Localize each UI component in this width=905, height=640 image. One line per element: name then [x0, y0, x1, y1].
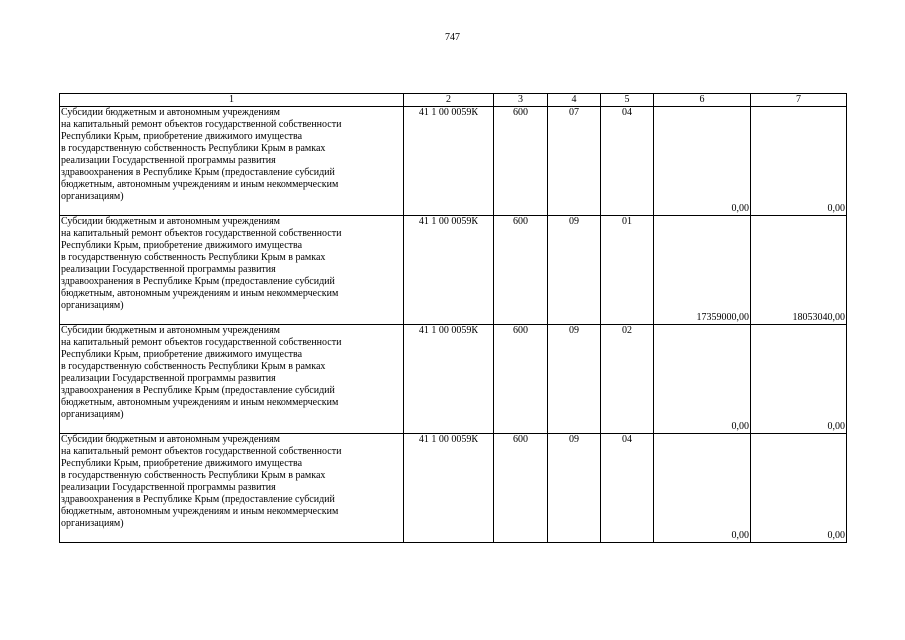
column-header: 5 [601, 94, 654, 107]
row-code: 41 1 00 0059К [404, 434, 494, 543]
row-type: 600 [494, 107, 548, 216]
row-amount-1: 0,00 [654, 325, 751, 434]
row-section: 09 [548, 325, 601, 434]
row-amount-2: 0,00 [751, 325, 847, 434]
row-type: 600 [494, 434, 548, 543]
row-description: Субсидии бюджетным и автономным учреждениям на капитальный ремонт объектов государственной собственности Республики Крым, приобретение движимого имущества в государственную собственность Республики Крым в рамках реализации Государственной программы развития здравоохранения в Республике Крым (предоставление субсидий бюджетным, автономным учреждениям и иным некоммерческим организациям) [60, 434, 404, 543]
row-code: 41 1 00 0059К [404, 325, 494, 434]
row-subsection: 02 [601, 325, 654, 434]
row-section: 07 [548, 107, 601, 216]
row-amount-1: 17359000,00 [654, 216, 751, 325]
row-amount-2: 0,00 [751, 434, 847, 543]
row-subsection: 01 [601, 216, 654, 325]
row-type: 600 [494, 216, 548, 325]
row-description: Субсидии бюджетным и автономным учреждениям на капитальный ремонт объектов государственной собственности Республики Крым, приобретение движимого имущества в государственную собственность Республики Крым в рамках реализации Государственной программы развития здравоохранения в Республике Крым (предоставление субсидий бюджетным, автономным учреждениям и иным некоммерческим организациям) [60, 216, 404, 325]
row-amount-2: 18053040,00 [751, 216, 847, 325]
row-amount-2: 0,00 [751, 107, 847, 216]
row-section: 09 [548, 216, 601, 325]
row-amount-1: 0,00 [654, 107, 751, 216]
table-row [60, 216, 847, 325]
column-header: 2 [404, 94, 494, 107]
column-header: 6 [654, 94, 751, 107]
row-description: Субсидии бюджетным и автономным учреждениям на капитальный ремонт объектов государственной собственности Республики Крым, приобретение движимого имущества в государственную собственность Республики Крым в рамках реализации Государственной программы развития здравоохранения в Республике Крым (предоставление субсидий бюджетным, автономным учреждениям и иным некоммерческим организациям) [60, 325, 404, 434]
page-number: 747 [445, 32, 460, 43]
column-header: 4 [548, 94, 601, 107]
row-amount-1: 0,00 [654, 434, 751, 543]
column-header: 1 [60, 94, 404, 107]
row-code: 41 1 00 0059К [404, 216, 494, 325]
column-header: 3 [494, 94, 548, 107]
table-row [60, 434, 847, 543]
row-code: 41 1 00 0059К [404, 107, 494, 216]
budget-table [59, 93, 847, 543]
header-row [60, 94, 847, 107]
row-description: Субсидии бюджетным и автономным учреждениям на капитальный ремонт объектов государственной собственности Республики Крым, приобретение движимого имущества в государственную собственность Республики Крым в рамках реализации Государственной программы развития здравоохранения в Республике Крым (предоставление субсидий бюджетным, автономным учреждениям и иным некоммерческим организациям) [60, 107, 404, 216]
column-header: 7 [751, 94, 847, 107]
table-row [60, 325, 847, 434]
row-subsection: 04 [601, 107, 654, 216]
row-section: 09 [548, 434, 601, 543]
row-subsection: 04 [601, 434, 654, 543]
table-row [60, 107, 847, 216]
row-type: 600 [494, 325, 548, 434]
